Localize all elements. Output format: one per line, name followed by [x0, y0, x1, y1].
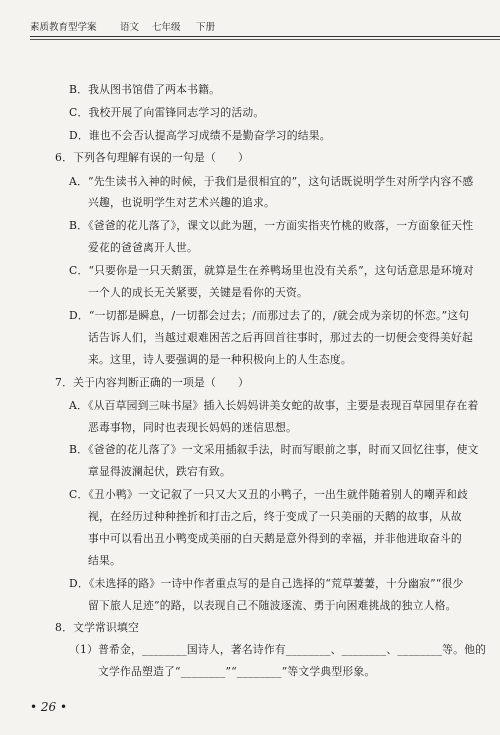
text-line: 章显得波澜起伏，跌宕有致。 — [88, 465, 231, 478]
text-line: D．“一切都是瞬息，/一切都会过去；/而那过去了的，/就会成为亲切的怀恋。”这句 — [69, 309, 470, 322]
text-line: 一个人的成长无关紧要，关键是看你的天资。 — [88, 286, 308, 299]
text-line: A．《从百草园到三味书屋》插入长妈妈讲美女蛇的故事，主要是表现百草园里存在着 — [69, 399, 479, 412]
text-line: D．谁也不会否认提高学习成绩不是勤奋学习的结果。 — [69, 129, 331, 142]
text-line: D．《未选择的路》一诗中作者重点写的是自己选择的“荒草萋萋，十分幽寂”“很少 — [69, 577, 464, 590]
text-line: 事中可以看出丑小鸭变成美丽的白天鹅是意外得到的幸福，并非他进取奋斗的 — [88, 532, 462, 545]
page-header — [30, 13, 500, 33]
text-line: 话告诉人们，当越过艰难困苦之后再回首往事时，那过去的一切便会变得美好起 — [88, 331, 473, 344]
text-line: A．“先生读书入神的时候，于我们是很相宜的”，这句话既说明学生对所学内容不感 — [69, 175, 474, 188]
text-line: B．我从图书馆借了两本书籍。 — [69, 83, 221, 96]
grade-label: 七年级 — [152, 22, 181, 33]
text-line: 视，在经历过种种挫折和打击之后，终于变成了一只美丽的天鹅的故事，从故 — [88, 510, 462, 523]
text-line: 恶毒事物，同时也表现长妈妈的迷信思想。 — [88, 421, 297, 434]
term-label: 下册 — [196, 22, 216, 33]
question-7: 7．关于内容判断正确的一项是（ ） — [55, 376, 250, 389]
text-line: C．我校开展了向雷锋同志学习的活动。 — [69, 106, 265, 119]
text-line: 爱花的爸爸离开人世。 — [88, 241, 198, 254]
header-rule — [30, 36, 500, 37]
text-line: C．《丑小鸭》一文记叙了一只又大又丑的小鸭子，一出生就伴随着别人的嘲弄和歧 — [69, 488, 468, 501]
fill-line: （1）普希金，________国诗人，著名诗作有________、________、________等。他的 — [69, 643, 487, 656]
book-title: 素质教育型学案 — [30, 22, 97, 33]
question-8: 8．文学常识填空 — [55, 621, 140, 634]
text-line: 来。这里，诗人要强调的是一种积极向上的人生态度。 — [88, 353, 352, 366]
text-line: B．《爸爸的花儿落了》一文采用插叙手法，时而写眼前之事，时而又回忆往事，使文 — [69, 443, 479, 456]
header-rule-thin — [30, 39, 500, 40]
page-number: • 26 • — [30, 700, 68, 714]
text-line: 兴趣，也说明学生对艺术兴趣的追求。 — [88, 196, 275, 209]
fill-line: 文学作品塑造了“________”“________”等文学典型形象。 — [98, 665, 376, 678]
text-line: C．“只要你是一只天鹅蛋，就算是生在养鸭场里也没有关系”，这句话意思是环境对 — [69, 264, 474, 277]
subject-label: 语文 — [120, 22, 140, 33]
text-line: 结果。 — [88, 554, 121, 567]
text-line: 留下旅人足迹”的路，以表现自己不随波逐流、勇于向困难挑战的独立人格。 — [88, 599, 457, 612]
question-6: 6．下列各句理解有误的一句是（ ） — [55, 151, 250, 164]
text-line: B．《爸爸的花儿落了》，课文以此为题，一方面实指夹竹桃的败落，一方面象征天性 — [69, 219, 474, 232]
